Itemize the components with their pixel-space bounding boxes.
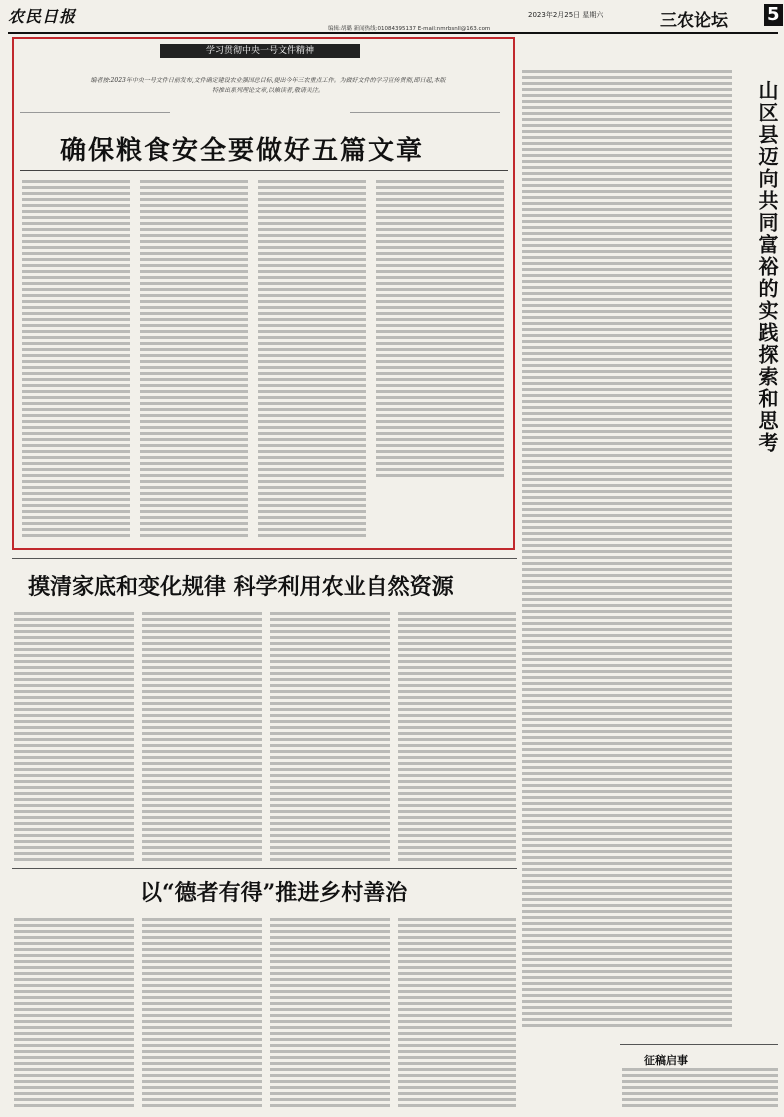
article-body-column bbox=[22, 180, 130, 540]
masthead-rule bbox=[8, 32, 778, 34]
notice-rule bbox=[620, 1044, 778, 1045]
article3-body-column bbox=[14, 918, 134, 1110]
newspaper-logo: 农民日报 bbox=[8, 7, 77, 26]
article3-body-column bbox=[398, 918, 516, 1110]
article2-body-column bbox=[14, 612, 134, 862]
section-rule bbox=[12, 558, 517, 559]
editor-info: 编辑:胡璐 新闻热线:01084395137 E-mail:nmrbsnll@163.com bbox=[328, 26, 491, 32]
article3-body-column bbox=[142, 918, 262, 1110]
article2-title[interactable]: 摸清家底和变化规律 科学利用农业自然资源 bbox=[28, 574, 454, 600]
article2-body-column bbox=[142, 612, 262, 862]
page-number: 5 bbox=[764, 4, 783, 26]
title-rule bbox=[20, 170, 508, 171]
article3-body-column bbox=[270, 918, 390, 1110]
editor-note: 编者按:2023年中央一号文件日前发布,文件确定建设农业强国总目标,提出今年三农重点工作。为做好文件的学习宣传贯彻,即日起,本版特推出系列理论文章,以飨读者,敬请关注。 bbox=[90, 77, 446, 94]
notice-body bbox=[622, 1068, 778, 1110]
featured-article-title[interactable]: 确保粮食安全要做好五篇文章 bbox=[60, 136, 425, 166]
right-article-title[interactable]: 山区县迈向共同富裕的实践探索和思考 bbox=[755, 80, 779, 454]
article-body-column bbox=[140, 180, 248, 540]
article-body-column bbox=[258, 180, 366, 540]
article2-body-column bbox=[270, 612, 390, 862]
section-rule bbox=[12, 868, 517, 869]
masthead bbox=[8, 4, 778, 32]
section-name: 三农论坛 bbox=[660, 11, 728, 31]
call-for-papers-title[interactable]: 征稿启事 bbox=[644, 1054, 688, 1067]
divider bbox=[350, 112, 500, 113]
issue-date: 2023年2月25日 星期六 bbox=[528, 11, 604, 19]
article3-title[interactable]: 以“德者有得”推进乡村善治 bbox=[140, 880, 408, 906]
right-article-body bbox=[522, 70, 732, 1030]
article2-body-column bbox=[398, 612, 516, 862]
article-body-column bbox=[376, 180, 504, 480]
divider bbox=[20, 112, 170, 113]
column-banner: 学习贯彻中央一号文件精神 bbox=[160, 44, 360, 58]
